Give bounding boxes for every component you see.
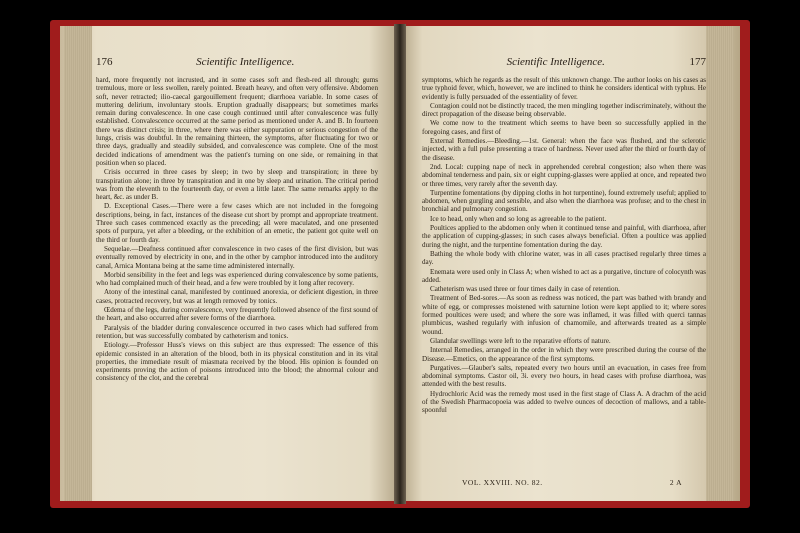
paragraph: Internal Remedies, arranged in the order in which they were prescribed during the course of the Disease.—Emetics, on the appearance of the first symptoms.: [422, 346, 706, 363]
paragraph: Ice to head, only when and so long as agreeable to the patient.: [430, 214, 607, 223]
right-page-edges: [706, 26, 734, 501]
book-gutter: [394, 24, 406, 504]
left-page-text: [96, 76, 378, 384]
paragraph: Enemata were used only in Class A; when wished to act as a purgative, tincture of colocynth was added.: [422, 267, 706, 284]
paragraph: Hydrochloric Acid was the remedy most used in the first stage of Class A. A drachm of the acid of the Swedish Pharmacopoeia was added to twelve ounces of decoction of mallows, and a table-spoonful: [422, 389, 706, 415]
paragraph: Atony of the intestinal canal, manifested by continued anorexia, or deficient digestion, in three cases, protracted recovery, but was at length removed by tonics.: [96, 288, 378, 305]
paragraph: Treatment of Bed-sores.—As soon as redness was noticed, the part was bathed with brandy and white of egg, or compresses moistened with saturnine lotion were kept applied to it; where sores formed poultices were used; and where the sore was inflamed, it was filled with querci tannas plumbicus, washed regularly with infusion of chamomile, and afterwards treated as a simple wound.: [422, 294, 706, 336]
volume-line: VOL. XXVIII. NO. 82.: [462, 478, 543, 487]
paragraph: Glandular swellings were left to the reparative efforts of nature.: [430, 336, 611, 345]
right-page-text: [422, 76, 706, 416]
paragraph: Poultices applied to the abdomen only when it continued tense and painful, with diarrhoea, after the application of cupping-glasses; in such cases always beneficial. Often a poultice was applied during the night, and the turpentine fomentation during the day.: [422, 224, 706, 249]
paragraph: Paralysis of the bladder during convalescence occurred in two cases which had suffered from retention, but was successfully combated by catheterism and tonics.: [96, 323, 378, 340]
paragraph: symptoms, which he regards as the result of this unknown change. The author looks on his cases as true typhoid fever, which, however, we are inclined to think he considers identical with typhus. He evidently is fully persuaded of the essentiality of fever.: [422, 76, 706, 101]
right-page-header: [422, 56, 706, 68]
paragraph: Etiology.—Professor Huss's views on this subject are thus expressed: The essence of this epidemic consisted in an alteration of the blood, both in its physical constitution and in its vital properties, the immediate result of miasmata received by the blood. His opinion is founded on experiments proving the action of poisons introduced into the blood; the abnormal colour and consistency of the clot, and the cerebral: [96, 341, 378, 383]
left-running-head: Scientific Intelligence.: [196, 56, 295, 68]
paragraph: Turpentine fomentations (by dipping cloths in hot turpentine), found extremely useful; applied to abdomen, when gurgling and sensible, and also when the diarrhoea was profuse; and to the chest in bronchial and pulmonary congestion.: [422, 188, 706, 214]
paragraph: Contagion could not be distinctly traced, the men mingling together indiscriminately, without the direct propagation of the disease being observable.: [422, 101, 706, 119]
paragraph: Œdema of the legs, during convalescence, very frequently followed absence of the first sound of the heart, and also occurred after severe forms of the diarrhoea.: [96, 306, 378, 323]
right-running-head: Scientific Intelligence.: [506, 56, 605, 68]
right-page: [402, 26, 740, 501]
paragraph: We come now to the treatment which seems to have been so successfully applied in the foregoing cases, and first of: [422, 119, 706, 136]
paragraph: 2nd. Local: cupping nape of neck in apprehended cerebral congestion; also when there was abdominal tenderness and pain, six or eight cupping-glasses were applied at once, and repeated two or three times, very rarely after the seventh day.: [422, 162, 706, 188]
left-page-edges: [64, 26, 92, 501]
paragraph: Catheterism was used three or four times daily in case of retention.: [430, 285, 620, 294]
paragraph: Purgatives.—Glauber's salts, repeated every two hours until an evacuation, in cases free from abdominal symptoms. Castor oil, 3i. every two hours, in head cases with profuse diarrhoea, was attended with the best results.: [422, 363, 706, 389]
right-page-number: 177: [689, 56, 706, 68]
paragraph: Sequelae.—Deafness continued after convalescence in two cases of the first division, but was eventually removed by electricity in one, and in the other by camphor introduced into the auditory canal, Arnica Montana being at the same time administered internally.: [96, 244, 378, 270]
paragraph: Morbid sensibility in the feet and legs was experienced during convalescence by some patients, who had complained much of their head, and a few were troubled by it long after recovery.: [96, 270, 378, 288]
paragraph: Crisis occurred in three cases by sleep; in two by sleep and transpiration; in three by transpiration alone; in three by transpiration and in one by sleep and urination. The critical period was from the eleventh to the fourteenth day, or even a little later. The same remarks apply to the heart, &c. as under B.: [96, 168, 378, 202]
paragraph: hard, more frequently not incrusted, and in some cases soft and flesh-red all through; gums tremulous, more or less swollen, rarely pointed. Breath heavy, and often very offensive. Abdomen soft, never retracted; ilio-caecal gargouillement frequent; diarrhoea variable. In some cases of muttering delirium, involuntary stools. Eruption gradually disappears; but sometimes marks remain during convalescence. In one case cough continued until after convalescence was fully established. Convalescence occurred at the same period as mentioned under A. and B. In fourteen there was distinct crisis; in three, where there was either suppuration or serious congestion of the lungs, crisis was doubtful. In the remaining thirteen, the symptoms, after fluctuating for two or three days, gradually and steadily subsided, and convalescence was complete. One of the most decided indications of amendment was the patient's turning on one side, or remaining in that position when so placed.: [96, 76, 378, 167]
right-page-footer: [462, 478, 682, 487]
paragraph: D. Exceptional Cases.—There were a few cases which are not included in the foregoing descriptions, being, in fact, instances of the disease cut short by prompt and appropriate treatment. Three such cases commenced exactly as the preceding; all were maculated, and one presented spots of purpura, yet after a bleeding, or the exhibition of an emetic, the patient got quite well on the third or fourth day.: [96, 202, 378, 244]
left-page-number: 176: [96, 56, 113, 68]
paragraph: Bathing the whole body with chlorine water, was in all cases practised regularly three times a day.: [422, 249, 706, 267]
left-page: [60, 26, 396, 501]
left-page-header: [96, 56, 378, 68]
paragraph: External Remedies.—Bleeding.—1st. General: when the face was flushed, and the sclerotic injected, with a full pulse presenting a trace of hardness. Never used after the third or fourth day of the disease.: [422, 137, 706, 162]
signature-mark: 2 A: [669, 478, 682, 487]
